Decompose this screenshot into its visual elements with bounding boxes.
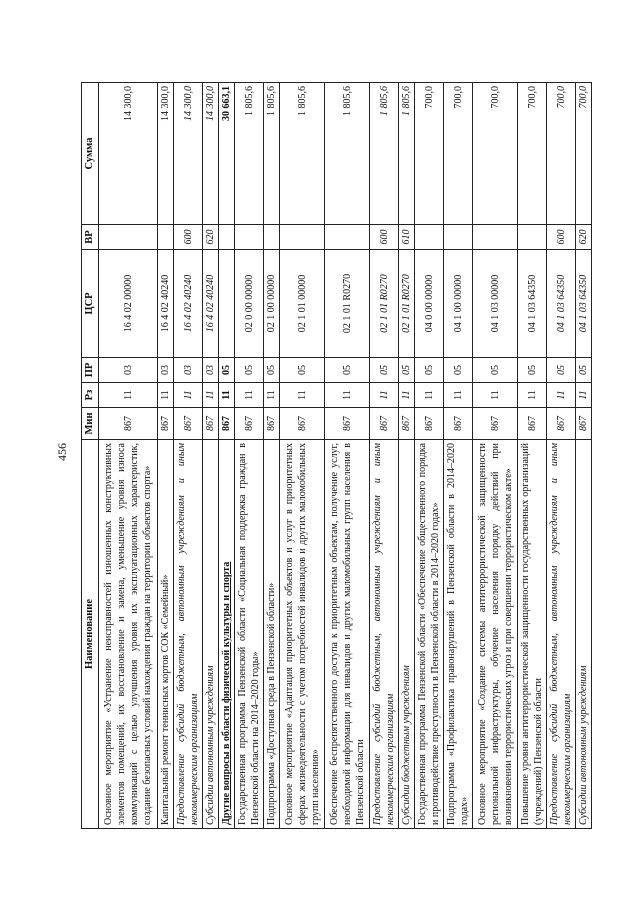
cell-name: Подпрограмма «Профилактика правонарушений в Пензенской области в 2014–2020 годах» bbox=[444, 440, 473, 829]
cell-min: 867 bbox=[444, 408, 473, 440]
cell-name: Предоставление субсидий бюджетным, автономным учреждениям и иным некоммерческим организациям bbox=[547, 440, 576, 829]
table-row bbox=[399, 83, 415, 829]
cell-rz: 11 bbox=[99, 383, 158, 408]
cell-vr bbox=[280, 225, 325, 250]
cell-csr: 02 0 00 00000 bbox=[235, 250, 264, 358]
header-rz: Рз bbox=[82, 383, 99, 408]
cell-pr: 05 bbox=[280, 358, 325, 383]
cell-rz: 11 bbox=[576, 383, 592, 408]
cell-min: 867 bbox=[325, 408, 370, 440]
cell-min: 867 bbox=[264, 408, 280, 440]
cell-vr: 600 bbox=[370, 225, 399, 250]
cell-rz: 11 bbox=[325, 383, 370, 408]
cell-name: Основное мероприятие «Адаптация приоритетных объектов и услуг в приоритетных сферах жизнедеятельности с учетом потребностей инвалидов и других маломобильных групп населения» bbox=[280, 440, 325, 829]
cell-name: Предоставление субсидий бюджетным, автономным учреждениям и иным некоммерческим организациям bbox=[174, 440, 203, 829]
cell-min: 867 bbox=[235, 408, 264, 440]
table-row bbox=[370, 83, 399, 829]
cell-vr: 610 bbox=[399, 225, 415, 250]
table-row bbox=[576, 83, 592, 829]
cell-min: 867 bbox=[399, 408, 415, 440]
table-row bbox=[547, 83, 576, 829]
cell-pr: 05 bbox=[473, 358, 518, 383]
cell-rz: 11 bbox=[264, 383, 280, 408]
cell-sum: 14 300,0 bbox=[174, 83, 203, 225]
cell-sum: 14 300,0 bbox=[158, 83, 174, 225]
cell-sum: 1 805,6 bbox=[280, 83, 325, 225]
cell-min: 867 bbox=[547, 408, 576, 440]
cell-rz: 11 bbox=[518, 383, 547, 408]
cell-sum: 1 805,6 bbox=[235, 83, 264, 225]
table-row bbox=[174, 83, 203, 829]
cell-pr: 05 bbox=[547, 358, 576, 383]
header-name: Наименование bbox=[82, 440, 99, 829]
cell-name: Субсидии автономным учреждениям bbox=[576, 440, 592, 829]
table-row bbox=[235, 83, 264, 829]
cell-csr: 04 1 03 64350 bbox=[518, 250, 547, 358]
cell-vr bbox=[415, 225, 444, 250]
cell-csr: 04 1 03 64350 bbox=[547, 250, 576, 358]
cell-rz: 11 bbox=[203, 383, 219, 408]
cell-name: Обеспечение беспрепятственного доступа к приоритетным объектам, получение услуг, необходимой информации для инвалидов и других маломобильных групп населения в Пензенской области bbox=[325, 440, 370, 829]
cell-min: 867 bbox=[99, 408, 158, 440]
cell-vr bbox=[518, 225, 547, 250]
cell-csr bbox=[219, 250, 235, 358]
cell-min: 867 bbox=[518, 408, 547, 440]
cell-pr: 05 bbox=[399, 358, 415, 383]
cell-csr: 02 1 01 R0270 bbox=[325, 250, 370, 358]
cell-sum: 700,0 bbox=[576, 83, 592, 225]
table-row bbox=[444, 83, 473, 829]
cell-name: Повышение уровня антитеррористической защищенности государственных организаций (учреждений) Пензенской области bbox=[518, 440, 547, 829]
cell-name: Другие вопросы в области физической культуры и спорта bbox=[219, 440, 235, 829]
page-number: 456 bbox=[55, 443, 69, 461]
cell-vr bbox=[325, 225, 370, 250]
cell-name: Подпрограмма «Доступная среда в Пензенской области» bbox=[264, 440, 280, 829]
cell-min: 867 bbox=[219, 408, 235, 440]
cell-min: 867 bbox=[158, 408, 174, 440]
cell-name: Государственная программа Пензенской области «Социальная поддержка граждан в Пензенской области на 2014–2020 годы» bbox=[235, 440, 264, 829]
cell-pr: 05 bbox=[264, 358, 280, 383]
table-row bbox=[203, 83, 219, 829]
cell-sum: 1 805,6 bbox=[325, 83, 370, 225]
table-row bbox=[415, 83, 444, 829]
header-csr: ЦСР bbox=[82, 250, 99, 358]
cell-vr bbox=[219, 225, 235, 250]
cell-vr bbox=[444, 225, 473, 250]
rotated-page bbox=[81, 83, 589, 829]
cell-pr: 05 bbox=[219, 358, 235, 383]
cell-sum: 700,0 bbox=[444, 83, 473, 225]
cell-csr: 16 4 02 40240 bbox=[203, 250, 219, 358]
cell-csr: 16 4 02 40240 bbox=[174, 250, 203, 358]
cell-name: Государственная программа Пензенской области «Обеспечение общественного порядка и противодействие преступности в Пензенской области в 2014–2020 годах» bbox=[415, 440, 444, 829]
cell-pr: 05 bbox=[235, 358, 264, 383]
cell-rz: 11 bbox=[219, 383, 235, 408]
cell-min: 867 bbox=[473, 408, 518, 440]
cell-sum: 1 805,6 bbox=[264, 83, 280, 225]
cell-vr: 620 bbox=[203, 225, 219, 250]
cell-vr: 620 bbox=[576, 225, 592, 250]
cell-rz: 11 bbox=[399, 383, 415, 408]
cell-name: Капитальный ремонт теннисных кортов СОК «Семейный» bbox=[158, 440, 174, 829]
table-header-row bbox=[82, 83, 99, 829]
cell-name: Субсидии автономным учреждениям bbox=[203, 440, 219, 829]
cell-rz: 11 bbox=[280, 383, 325, 408]
cell-pr: 03 bbox=[158, 358, 174, 383]
cell-rz: 11 bbox=[158, 383, 174, 408]
cell-pr: 03 bbox=[174, 358, 203, 383]
table-row bbox=[325, 83, 370, 829]
table-row bbox=[473, 83, 518, 829]
cell-csr: 04 1 00 00000 bbox=[444, 250, 473, 358]
cell-name: Основное мероприятие «Создание системы антитеррористической защищенности региональной инфраструктуры, обучение населения порядку действий при возникновении террористических угроз и при совершении террористическом акте» bbox=[473, 440, 518, 829]
cell-vr bbox=[473, 225, 518, 250]
cell-name: Основное мероприятие «Устранение неисправностей изношенных конструктивных элементов помещений, их восстановление и замена, уменьшение уровня износа коммуникаций с целью улучшения уровня их эксплуатационных характеристик, создание безопасных условий нахождения граждан на территории объектов спорта» bbox=[99, 440, 158, 829]
cell-vr bbox=[264, 225, 280, 250]
cell-rz: 11 bbox=[174, 383, 203, 408]
cell-sum: 700,0 bbox=[547, 83, 576, 225]
table-row bbox=[280, 83, 325, 829]
cell-csr: 02 1 01 00000 bbox=[280, 250, 325, 358]
cell-sum: 1 805,6 bbox=[370, 83, 399, 225]
cell-rz: 11 bbox=[473, 383, 518, 408]
cell-vr bbox=[99, 225, 158, 250]
header-vr: ВР bbox=[82, 225, 99, 250]
cell-pr: 03 bbox=[203, 358, 219, 383]
cell-min: 867 bbox=[280, 408, 325, 440]
cell-sum: 700,0 bbox=[415, 83, 444, 225]
cell-csr: 04 1 03 64350 bbox=[576, 250, 592, 358]
cell-sum: 700,0 bbox=[518, 83, 547, 225]
cell-min: 867 bbox=[203, 408, 219, 440]
cell-csr: 04 0 00 00000 bbox=[415, 250, 444, 358]
table-row bbox=[99, 83, 158, 829]
cell-min: 867 bbox=[370, 408, 399, 440]
cell-sum: 1 805,6 bbox=[399, 83, 415, 225]
cell-rz: 11 bbox=[444, 383, 473, 408]
header-min: Мин bbox=[82, 408, 99, 440]
cell-csr: 04 1 03 00000 bbox=[473, 250, 518, 358]
header-pr: ПР bbox=[82, 358, 99, 383]
cell-name: Субсидии бюджетным учреждениям bbox=[399, 440, 415, 829]
cell-rz: 11 bbox=[547, 383, 576, 408]
cell-rz: 11 bbox=[415, 383, 444, 408]
cell-vr bbox=[235, 225, 264, 250]
cell-csr: 16 4 02 00000 bbox=[99, 250, 158, 358]
cell-name: Предоставление субсидий бюджетным, автономным учреждениям и иным некоммерческим организациям bbox=[370, 440, 399, 829]
cell-vr bbox=[158, 225, 174, 250]
cell-pr: 03 bbox=[99, 358, 158, 383]
cell-sum: 14 300,0 bbox=[99, 83, 158, 225]
header-sum: Сумма bbox=[82, 83, 99, 225]
cell-pr: 05 bbox=[325, 358, 370, 383]
cell-min: 867 bbox=[174, 408, 203, 440]
cell-min: 867 bbox=[415, 408, 444, 440]
cell-pr: 05 bbox=[415, 358, 444, 383]
cell-sum: 14 300,0 bbox=[203, 83, 219, 225]
cell-csr: 02 1 00 00000 bbox=[264, 250, 280, 358]
cell-vr: 600 bbox=[547, 225, 576, 250]
cell-pr: 05 bbox=[444, 358, 473, 383]
cell-rz: 11 bbox=[370, 383, 399, 408]
cell-rz: 11 bbox=[235, 383, 264, 408]
cell-csr: 02 1 01 R0270 bbox=[399, 250, 415, 358]
cell-pr: 05 bbox=[518, 358, 547, 383]
table-row bbox=[158, 83, 174, 829]
cell-vr: 600 bbox=[174, 225, 203, 250]
cell-csr: 02 1 01 R0270 bbox=[370, 250, 399, 358]
cell-pr: 05 bbox=[576, 358, 592, 383]
table-row bbox=[518, 83, 547, 829]
cell-pr: 05 bbox=[370, 358, 399, 383]
cell-sum: 30 663,1 bbox=[219, 83, 235, 225]
table-row bbox=[264, 83, 280, 829]
table-row bbox=[219, 83, 235, 829]
budget-table bbox=[81, 82, 592, 829]
cell-csr: 16 4 02 40240 bbox=[158, 250, 174, 358]
cell-sum: 700,0 bbox=[473, 83, 518, 225]
cell-min: 867 bbox=[576, 408, 592, 440]
